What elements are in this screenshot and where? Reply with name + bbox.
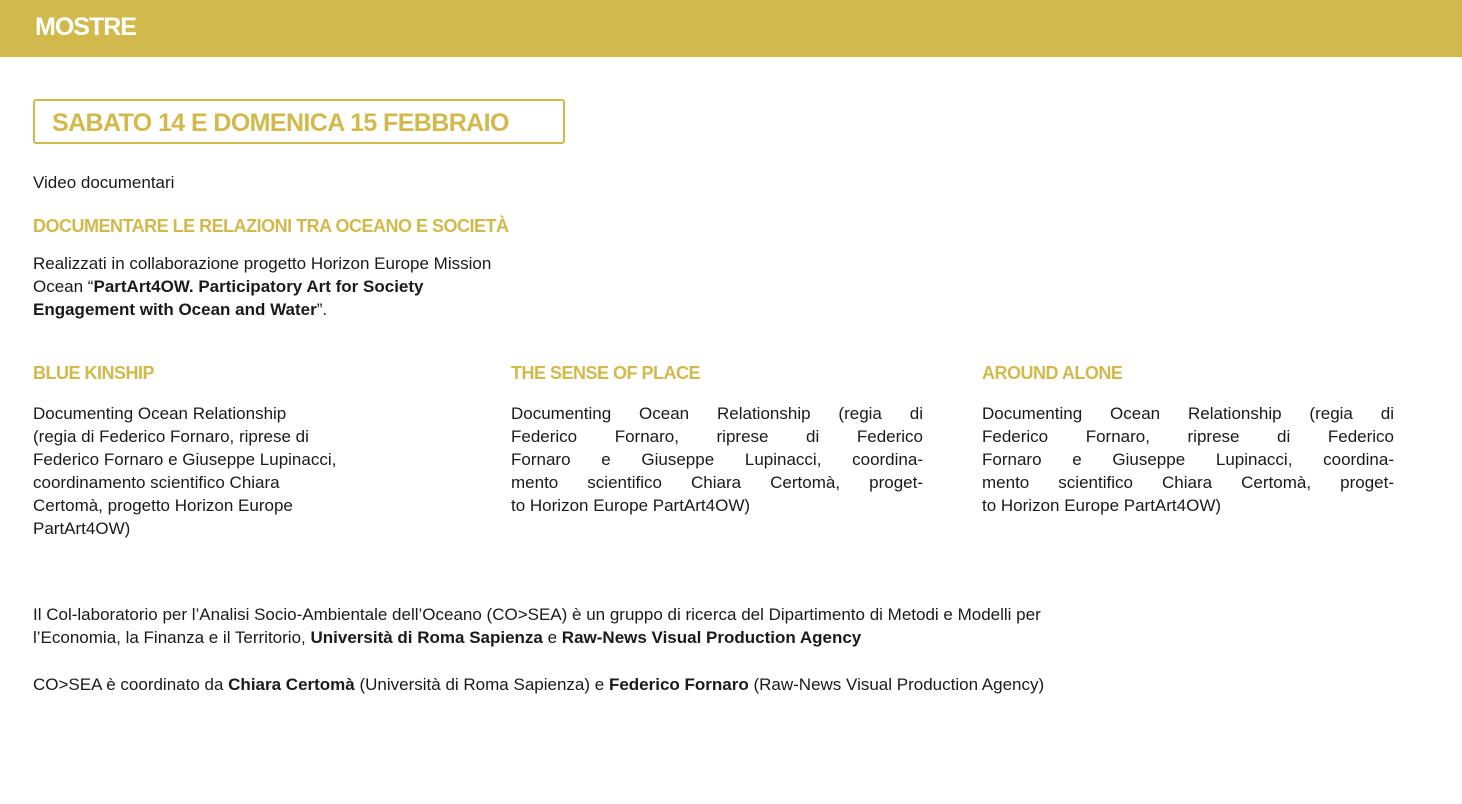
- org-name: Raw-News Visual Production Agency: [561, 628, 862, 647]
- footer-line: [33, 626, 1041, 649]
- film-desc-line: Fornaro e Giuseppe Lupinacci, coordina-: [982, 450, 1394, 469]
- film-desc-line: Federico Fornaro, riprese di Federico: [982, 427, 1394, 446]
- intro-line: [33, 275, 491, 298]
- footer-text: CO>SEA è coordinato da: [33, 675, 229, 694]
- date-box: [33, 99, 565, 144]
- footer-text: e: [542, 628, 562, 647]
- section-title: DOCUMENTARE LE RELAZIONI TRA OCEANO E SOCIETÀ: [33, 216, 509, 236]
- project-name: Engagement with Ocean and Water: [33, 300, 317, 319]
- film-around-alone: [982, 362, 1394, 517]
- footer-paragraph-2: [33, 673, 1044, 696]
- header-bar: [0, 0, 1462, 57]
- footer-line: Il Col-laboratorio per l’Analisi Socio-Ambientale dell’Oceano (CO>SEA) è un gruppo di ricerca del Dipartimento di Metodi e Modelli per: [33, 605, 1041, 624]
- film-desc-line: Federico Fornaro, riprese di Federico: [511, 427, 923, 446]
- intro-line: [33, 298, 491, 321]
- film-desc-line: PartArt4OW): [33, 519, 131, 538]
- section-header-title: MOSTRE: [35, 13, 136, 41]
- film-desc-line: mento scientifico Chiara Certomà, proget-: [982, 473, 1394, 492]
- film-desc-line: coordinamento scientifico Chiara: [33, 473, 280, 492]
- film-desc-line: Federico Fornaro e Giuseppe Lupinacci,: [33, 450, 337, 469]
- footer-text: l’Economia, la Finanza e il Territorio,: [33, 628, 311, 647]
- film-title: THE SENSE OF PLACE: [511, 363, 701, 383]
- person-name: Chiara Certomà: [228, 675, 355, 694]
- film-desc-line: to Horizon Europe PartArt4OW): [982, 496, 1222, 515]
- film-desc-line: Documenting Ocean Relationship (regia di: [511, 404, 923, 423]
- film-blue-kinship: [33, 362, 423, 540]
- intro-paragraph: [33, 252, 491, 321]
- film-title: AROUND ALONE: [982, 363, 1123, 383]
- film-desc-line: to Horizon Europe PartArt4OW): [511, 496, 751, 515]
- film-the-sense-of-place: [511, 362, 923, 517]
- film-desc-line: Documenting Ocean Relationship (regia di: [982, 404, 1394, 423]
- footer-paragraph-1: [33, 603, 1041, 649]
- film-desc-line: Fornaro e Giuseppe Lupinacci, coordina-: [511, 450, 923, 469]
- film-desc-line: Documenting Ocean Relationship: [33, 404, 287, 423]
- category-label: Video documentari: [33, 173, 175, 192]
- project-name: PartArt4OW. Participatory Art for Society: [93, 277, 424, 296]
- film-desc-line: (regia di Federico Fornaro, riprese di: [33, 427, 309, 446]
- film-title: BLUE KINSHIP: [33, 363, 155, 383]
- org-name: Università di Roma Sapienza: [310, 628, 543, 647]
- date-label: SABATO 14 E DOMENICA 15 FEBBRAIO: [52, 109, 509, 137]
- intro-text: ”.: [316, 300, 328, 319]
- footer-text: (Università di Roma Sapienza) e: [354, 675, 609, 694]
- intro-line: Realizzati in collaborazione progetto Horizon Europe Mission: [33, 254, 492, 273]
- footer-text: (Raw-News Visual Production Agency): [748, 675, 1045, 694]
- intro-text: Ocean “: [33, 277, 94, 296]
- film-desc-line: Certomà, progetto Horizon Europe: [33, 496, 293, 515]
- person-name: Federico Fornaro: [608, 675, 749, 694]
- film-desc-line: mento scientifico Chiara Certomà, proget-: [511, 473, 923, 492]
